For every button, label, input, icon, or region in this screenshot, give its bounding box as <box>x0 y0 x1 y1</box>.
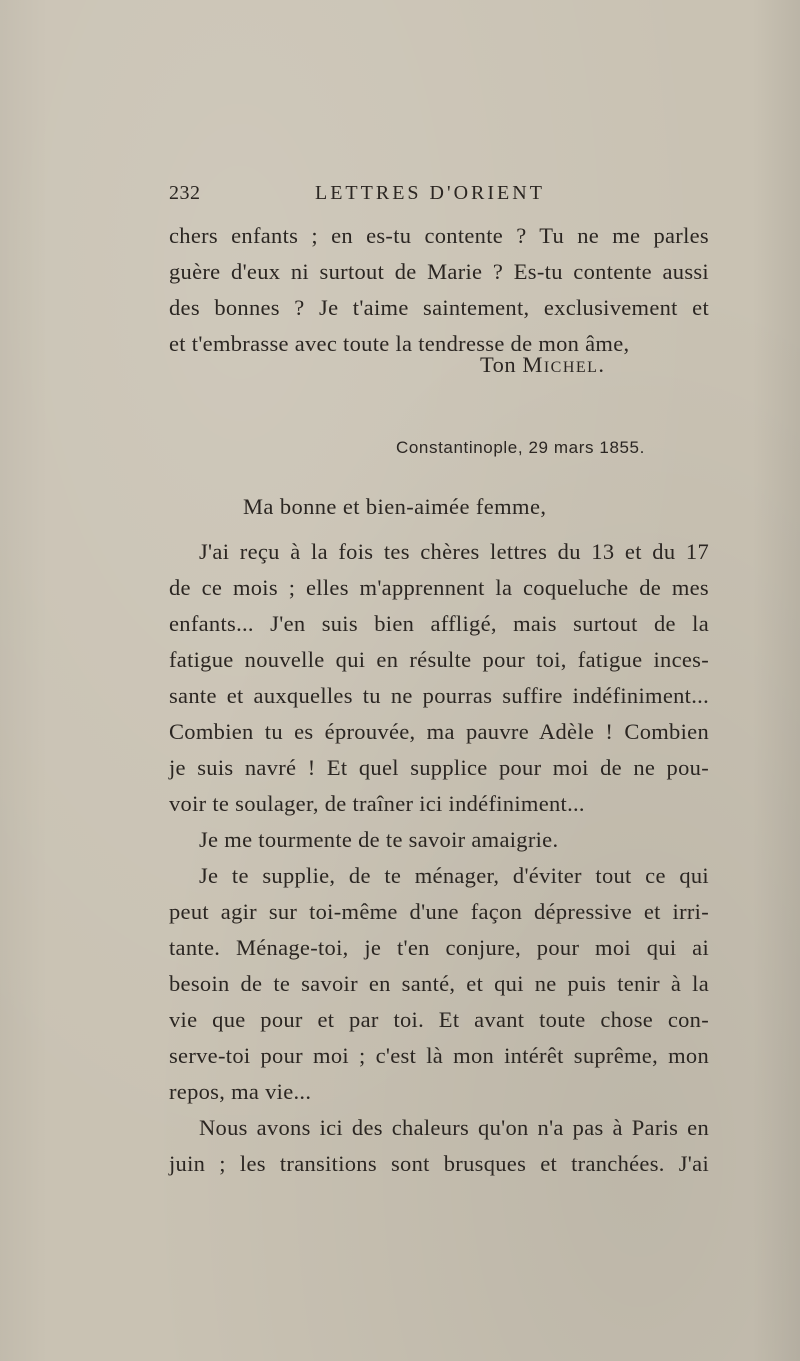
text-line: besoin de te savoir en santé, et qui ne puis tenir à la <box>169 971 709 996</box>
text-line: enfants... J'en suis bien affligé, mais surtout de la <box>169 611 709 636</box>
text-line: juin ; les transitions sont brusques et tranchées. J'ai <box>169 1151 709 1176</box>
page-number: 232 <box>169 182 201 204</box>
text-line: Combien tu es éprouvée, ma pauvre Adèle ! Combien <box>169 719 709 744</box>
text-line: chers enfants ; en es-tu contente ? Tu ne me parles <box>169 223 709 248</box>
text-line: Je te supplie, de te ménager, d'éviter tout ce qui <box>199 863 709 888</box>
text-line: peut agir sur toi-même d'une façon dépressive et irri- <box>169 899 709 924</box>
text-line: J'ai reçu à la fois tes chères lettres du 13 et du 17 <box>199 539 709 564</box>
letter-dateline: Constantinople, 29 mars 1855. <box>396 438 645 457</box>
text-line: Je me tourmente de te savoir amaigrie. <box>199 827 559 852</box>
text-line: repos, ma vie... <box>169 1079 312 1104</box>
text-line: vie que pour et par toi. Et avant toute chose con- <box>169 1007 709 1032</box>
text-line: voir te soulager, de traîner ici indéfiniment... <box>169 791 585 816</box>
text-line: sante et auxquelles tu ne pourras suffire indéfiniment... <box>169 683 709 708</box>
letter-body <box>169 534 709 1182</box>
signature-prefix: Ton <box>480 352 517 377</box>
text-line: des bonnes ? Je t'aime saintement, exclusivement et <box>169 295 709 320</box>
page-header <box>169 182 709 212</box>
text-line: guère d'eux ni surtout de Marie ? Es-tu contente aussi <box>169 259 709 284</box>
letter-closing-paragraph <box>169 218 709 362</box>
text-line: je suis navré ! Et quel supplice pour moi de ne pou- <box>169 755 709 780</box>
text-line: Nous avons ici des chaleurs qu'on n'a pas à Paris en <box>199 1115 709 1140</box>
text-line: et t'embrasse avec toute la tendresse de mon âme, <box>169 331 630 356</box>
letter-salutation: Ma bonne et bien-aimée femme, <box>243 494 547 519</box>
text-line: fatigue nouvelle qui en résulte pour toi, fatigue inces- <box>169 647 709 672</box>
running-title: LETTRES D'ORIENT <box>315 182 545 204</box>
text-line: serve-toi pour moi ; c'est là mon intérêt suprême, mon <box>169 1043 709 1068</box>
text-line: de ce mois ; elles m'apprennent la coqueluche de mes <box>169 575 709 600</box>
text-line: tante. Ménage-toi, je t'en conjure, pour moi qui ai <box>169 935 709 960</box>
signature-name: Michel. <box>522 352 606 377</box>
signature <box>480 352 606 378</box>
